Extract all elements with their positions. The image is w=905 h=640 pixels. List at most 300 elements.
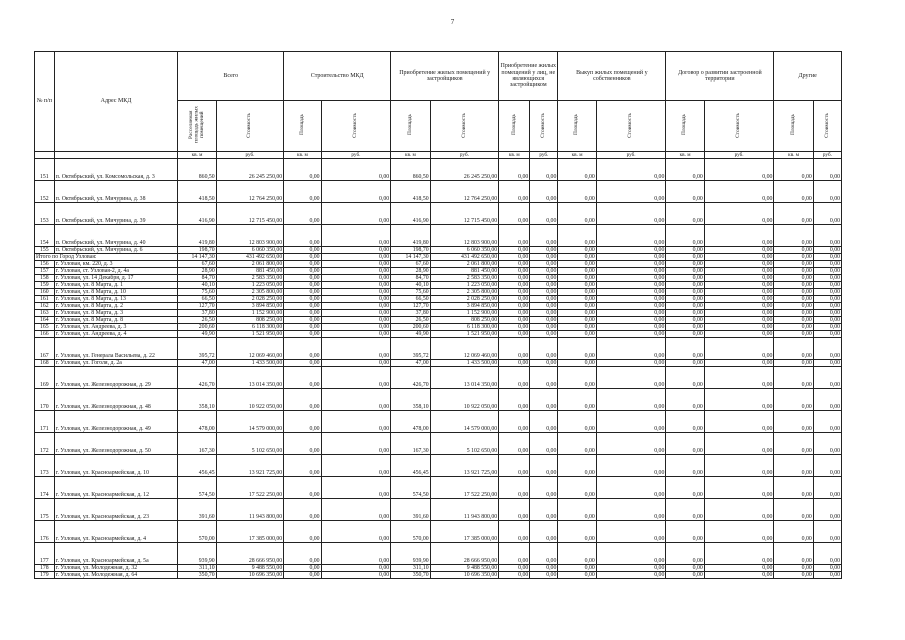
unit-cell: руб. xyxy=(704,152,774,159)
cost-cell: 13 921 725,00 xyxy=(216,455,284,477)
area-cell: 0,00 xyxy=(666,565,704,572)
cost-cell: 0,00 xyxy=(704,499,774,521)
cost-cell: 0,00 xyxy=(321,317,391,324)
cost-cell: 0,00 xyxy=(530,261,558,268)
area-cell: 0,00 xyxy=(666,543,704,565)
area-cell: 416,90 xyxy=(178,203,216,225)
area-cell: 0,00 xyxy=(774,225,813,247)
area-cell: 939,90 xyxy=(178,543,216,565)
row-number: 176 xyxy=(35,521,55,543)
area-cell: 419,80 xyxy=(391,225,430,247)
cost-cell: 12 803 900,00 xyxy=(216,225,284,247)
cost-cell: 6 118 300,00 xyxy=(216,324,284,331)
cost-cell: 0,00 xyxy=(530,268,558,275)
cost-cell: 2 305 800,00 xyxy=(216,289,284,296)
cost-cell: 0,00 xyxy=(530,360,558,367)
row-number: 156 xyxy=(35,261,55,268)
resettlement-table xyxy=(34,51,842,579)
cost-cell: 0,00 xyxy=(704,360,774,367)
header-group-other: Другие xyxy=(774,52,842,101)
cost-cell: 0,00 xyxy=(704,261,774,268)
row-address: п. Октябрьский, ул. Мичурина, д. 39 xyxy=(54,203,178,225)
cost-cell: 0,00 xyxy=(813,331,841,338)
area-cell: 311,10 xyxy=(391,565,430,572)
header-sub-area-total: Расселяемая площадь жилых помещений xyxy=(178,101,216,152)
area-cell: 198,70 xyxy=(178,247,216,254)
cost-cell: 0,00 xyxy=(813,317,841,324)
cost-cell: 1 223 050,00 xyxy=(216,282,284,289)
cost-cell: 0,00 xyxy=(596,275,666,282)
cost-cell: 0,00 xyxy=(530,543,558,565)
area-cell: 0,00 xyxy=(774,499,813,521)
cost-cell: 0,00 xyxy=(596,433,666,455)
cost-cell: 0,00 xyxy=(530,310,558,317)
area-cell: 0,00 xyxy=(558,338,596,360)
area-cell: 0,00 xyxy=(666,389,704,411)
row-address: г. Узловая, ул. 8 Марта, д. 1 xyxy=(54,282,178,289)
area-cell: 395,72 xyxy=(178,338,216,360)
row-number: 175 xyxy=(35,499,55,521)
cost-cell: 0,00 xyxy=(530,521,558,543)
area-cell: 0,00 xyxy=(284,181,321,203)
table-row xyxy=(35,181,842,203)
cost-cell: 14 579 000,00 xyxy=(216,411,284,433)
area-cell: 358,10 xyxy=(178,389,216,411)
cost-cell: 6 060 350,00 xyxy=(430,247,499,254)
cost-cell: 0,00 xyxy=(321,331,391,338)
row-number: 168 xyxy=(35,360,55,367)
cost-cell: 0,00 xyxy=(321,203,391,225)
area-cell: 478,00 xyxy=(178,411,216,433)
cost-cell: 0,00 xyxy=(704,159,774,181)
cost-cell: 1 521 950,00 xyxy=(216,331,284,338)
table-row xyxy=(35,310,842,317)
cost-cell: 0,00 xyxy=(704,572,774,579)
area-cell: 0,00 xyxy=(666,181,704,203)
area-cell: 418,50 xyxy=(391,181,430,203)
row-number: 170 xyxy=(35,389,55,411)
cost-cell: 2 028 250,00 xyxy=(430,296,499,303)
area-cell: 0,00 xyxy=(666,367,704,389)
area-cell: 0,00 xyxy=(284,296,321,303)
area-cell: 0,00 xyxy=(499,275,530,282)
area-cell: 0,00 xyxy=(774,565,813,572)
area-cell: 0,00 xyxy=(774,367,813,389)
cost-cell: 0,00 xyxy=(596,338,666,360)
area-cell: 127,70 xyxy=(391,303,430,310)
area-cell: 0,00 xyxy=(499,261,530,268)
cost-cell: 0,00 xyxy=(596,254,666,261)
cost-cell: 11 943 800,00 xyxy=(216,499,284,521)
area-cell: 350,70 xyxy=(391,572,430,579)
area-cell: 127,70 xyxy=(178,303,216,310)
area-cell: 0,00 xyxy=(558,572,596,579)
area-cell: 0,00 xyxy=(499,572,530,579)
cost-cell: 0,00 xyxy=(596,360,666,367)
area-cell: 0,00 xyxy=(558,433,596,455)
cost-cell: 0,00 xyxy=(813,572,841,579)
unit-cell: руб. xyxy=(216,152,284,159)
area-cell: 570,00 xyxy=(391,521,430,543)
area-cell: 0,00 xyxy=(774,331,813,338)
area-cell: 47,00 xyxy=(391,360,430,367)
area-cell: 14 147,30 xyxy=(391,254,430,261)
area-cell: 0,00 xyxy=(284,303,321,310)
area-cell: 0,00 xyxy=(558,455,596,477)
area-cell: 0,00 xyxy=(666,499,704,521)
area-cell: 75,60 xyxy=(178,289,216,296)
area-cell: 66,50 xyxy=(391,296,430,303)
row-number: 160 xyxy=(35,289,55,296)
row-address: п. Октябрьский, ул. Мичурина, д. 40 xyxy=(54,225,178,247)
area-cell: 0,00 xyxy=(499,543,530,565)
unit-cell: кв. м xyxy=(499,152,530,159)
area-cell: 391,60 xyxy=(391,499,430,521)
header-sub-cost: Стоимость xyxy=(321,101,391,152)
row-number: 177 xyxy=(35,543,55,565)
row-address: г. Узловая, ул. Красноармейская, д. 12 xyxy=(54,477,178,499)
area-cell: 0,00 xyxy=(284,521,321,543)
cost-cell: 0,00 xyxy=(321,310,391,317)
cost-cell: 13 014 350,00 xyxy=(216,367,284,389)
cost-cell: 0,00 xyxy=(596,289,666,296)
header-group-construction: Строительство МКД xyxy=(284,52,391,101)
cost-cell: 0,00 xyxy=(704,268,774,275)
cost-cell: 0,00 xyxy=(321,289,391,296)
row-number: 171 xyxy=(35,411,55,433)
row-address: г. Узловая, ул. 14 Декабря, д. 17 xyxy=(54,275,178,282)
area-cell: 0,00 xyxy=(558,324,596,331)
cost-cell: 0,00 xyxy=(813,289,841,296)
area-cell: 358,10 xyxy=(391,389,430,411)
table-row xyxy=(35,247,842,254)
area-cell: 0,00 xyxy=(499,317,530,324)
table-row xyxy=(35,275,842,282)
area-cell: 14 147,30 xyxy=(178,254,216,261)
table-row xyxy=(35,289,842,296)
cost-cell: 0,00 xyxy=(530,275,558,282)
area-cell: 0,00 xyxy=(499,411,530,433)
cost-cell: 0,00 xyxy=(596,331,666,338)
cost-cell: 0,00 xyxy=(813,324,841,331)
cost-cell: 0,00 xyxy=(596,543,666,565)
area-cell: 0,00 xyxy=(774,181,813,203)
cost-cell: 0,00 xyxy=(813,360,841,367)
cost-cell: 0,00 xyxy=(596,225,666,247)
area-cell: 419,80 xyxy=(178,225,216,247)
cost-cell: 2 583 350,00 xyxy=(216,275,284,282)
area-cell: 28,90 xyxy=(391,268,430,275)
cost-cell: 9 488 550,00 xyxy=(430,565,499,572)
unit-cell: руб. xyxy=(813,152,841,159)
cost-cell: 0,00 xyxy=(596,303,666,310)
area-cell: 0,00 xyxy=(499,565,530,572)
area-cell: 47,00 xyxy=(178,360,216,367)
area-cell: 0,00 xyxy=(774,282,813,289)
cost-cell: 0,00 xyxy=(704,389,774,411)
cost-cell: 0,00 xyxy=(704,543,774,565)
area-cell: 198,70 xyxy=(391,247,430,254)
cost-cell: 3 894 850,00 xyxy=(216,303,284,310)
area-cell: 84,70 xyxy=(178,275,216,282)
area-cell: 0,00 xyxy=(558,254,596,261)
table-row xyxy=(35,565,842,572)
cost-cell: 0,00 xyxy=(530,289,558,296)
cost-cell: 0,00 xyxy=(813,411,841,433)
area-cell: 0,00 xyxy=(774,338,813,360)
cost-cell: 0,00 xyxy=(321,159,391,181)
header-address: Адрес МКД xyxy=(54,52,178,152)
row-number: 163 xyxy=(35,310,55,317)
cost-cell: 6 060 350,00 xyxy=(216,247,284,254)
area-cell: 0,00 xyxy=(774,310,813,317)
area-cell: 0,00 xyxy=(499,360,530,367)
area-cell: 0,00 xyxy=(558,268,596,275)
cost-cell: 0,00 xyxy=(813,275,841,282)
area-cell: 0,00 xyxy=(774,203,813,225)
area-cell: 0,00 xyxy=(499,181,530,203)
cost-cell: 26 245 250,00 xyxy=(216,159,284,181)
cost-cell: 0,00 xyxy=(704,317,774,324)
area-cell: 0,00 xyxy=(284,254,321,261)
area-cell: 860,50 xyxy=(391,159,430,181)
area-cell: 0,00 xyxy=(284,275,321,282)
cost-cell: 0,00 xyxy=(321,367,391,389)
area-cell: 0,00 xyxy=(774,543,813,565)
area-cell: 478,00 xyxy=(391,411,430,433)
area-cell: 0,00 xyxy=(666,317,704,324)
cost-cell: 2 061 800,00 xyxy=(430,261,499,268)
cost-cell: 0,00 xyxy=(704,254,774,261)
cost-cell: 431 492 650,00 xyxy=(430,254,499,261)
area-cell: 0,00 xyxy=(774,303,813,310)
row-address: г. Узловая, ул. 8 Марта, д. 8 xyxy=(54,317,178,324)
cost-cell: 0,00 xyxy=(596,181,666,203)
row-address: г. Узловая, ул. Андреева, д. 4 xyxy=(54,331,178,338)
area-cell: 0,00 xyxy=(774,477,813,499)
area-cell: 0,00 xyxy=(284,367,321,389)
row-address: г. Узловая, ул. Железнодорожная, д. 29 xyxy=(54,367,178,389)
cost-cell: 0,00 xyxy=(813,225,841,247)
row-number: 165 xyxy=(35,324,55,331)
area-cell: 570,00 xyxy=(178,521,216,543)
row-address: г. Узловая, ул. 8 Марта, д. 3 xyxy=(54,310,178,317)
area-cell: 0,00 xyxy=(666,360,704,367)
area-cell: 0,00 xyxy=(774,324,813,331)
row-number: 158 xyxy=(35,275,55,282)
area-cell: 426,70 xyxy=(178,367,216,389)
area-cell: 28,90 xyxy=(178,268,216,275)
area-cell: 0,00 xyxy=(774,247,813,254)
cost-cell: 0,00 xyxy=(596,159,666,181)
area-cell: 0,00 xyxy=(284,565,321,572)
unit-cell: руб. xyxy=(530,152,558,159)
area-cell: 0,00 xyxy=(666,310,704,317)
area-cell: 0,00 xyxy=(284,282,321,289)
cost-cell: 0,00 xyxy=(530,324,558,331)
area-cell: 0,00 xyxy=(499,338,530,360)
cost-cell: 0,00 xyxy=(813,282,841,289)
cost-cell: 0,00 xyxy=(704,296,774,303)
area-cell: 0,00 xyxy=(666,455,704,477)
cost-cell: 12 715 450,00 xyxy=(430,203,499,225)
area-cell: 0,00 xyxy=(284,455,321,477)
area-cell: 200,60 xyxy=(391,324,430,331)
cost-cell: 0,00 xyxy=(596,310,666,317)
cost-cell: 6 118 300,00 xyxy=(430,324,499,331)
cost-cell: 0,00 xyxy=(596,389,666,411)
area-cell: 0,00 xyxy=(666,296,704,303)
row-number: 173 xyxy=(35,455,55,477)
cost-cell: 0,00 xyxy=(321,181,391,203)
area-cell: 0,00 xyxy=(666,324,704,331)
cost-cell: 0,00 xyxy=(813,296,841,303)
cost-cell: 0,00 xyxy=(530,303,558,310)
header-sub-area: Площадь xyxy=(499,101,530,152)
total-row xyxy=(35,254,842,261)
cost-cell: 0,00 xyxy=(530,389,558,411)
area-cell: 0,00 xyxy=(284,572,321,579)
header-sub-area: Площадь xyxy=(774,101,813,152)
area-cell: 0,00 xyxy=(666,254,704,261)
row-number: 152 xyxy=(35,181,55,203)
area-cell: 0,00 xyxy=(284,477,321,499)
area-cell: 0,00 xyxy=(666,477,704,499)
cost-cell: 0,00 xyxy=(596,572,666,579)
cost-cell: 0,00 xyxy=(530,181,558,203)
area-cell: 0,00 xyxy=(558,521,596,543)
area-cell: 67,60 xyxy=(178,261,216,268)
unit-cell: кв. м xyxy=(666,152,704,159)
cost-cell: 0,00 xyxy=(321,247,391,254)
cost-cell: 11 943 800,00 xyxy=(430,499,499,521)
cost-cell: 0,00 xyxy=(530,565,558,572)
area-cell: 0,00 xyxy=(499,455,530,477)
table-row xyxy=(35,203,842,225)
cost-cell: 0,00 xyxy=(321,360,391,367)
cost-cell: 0,00 xyxy=(704,181,774,203)
area-cell: 0,00 xyxy=(284,317,321,324)
area-cell: 0,00 xyxy=(666,411,704,433)
cost-cell: 10 922 050,00 xyxy=(216,389,284,411)
area-cell: 0,00 xyxy=(666,303,704,310)
area-cell: 0,00 xyxy=(499,521,530,543)
cost-cell: 0,00 xyxy=(530,331,558,338)
area-cell: 0,00 xyxy=(666,572,704,579)
cost-cell: 0,00 xyxy=(596,282,666,289)
area-cell: 49,90 xyxy=(178,331,216,338)
area-cell: 0,00 xyxy=(774,360,813,367)
cost-cell: 10 696 350,00 xyxy=(216,572,284,579)
cost-cell: 0,00 xyxy=(704,565,774,572)
cost-cell: 0,00 xyxy=(704,331,774,338)
cost-cell: 2 305 800,00 xyxy=(430,289,499,296)
cost-cell: 3 894 850,00 xyxy=(430,303,499,310)
area-cell: 0,00 xyxy=(284,324,321,331)
cost-cell: 1 152 900,00 xyxy=(216,310,284,317)
cost-cell: 0,00 xyxy=(704,338,774,360)
cost-cell: 0,00 xyxy=(596,499,666,521)
area-cell: 0,00 xyxy=(558,331,596,338)
cost-cell: 0,00 xyxy=(530,247,558,254)
cost-cell: 0,00 xyxy=(321,543,391,565)
area-cell: 0,00 xyxy=(774,261,813,268)
area-cell: 0,00 xyxy=(558,477,596,499)
area-cell: 0,00 xyxy=(284,268,321,275)
cost-cell: 0,00 xyxy=(813,303,841,310)
area-cell: 0,00 xyxy=(774,572,813,579)
cost-cell: 1 433 500,00 xyxy=(430,360,499,367)
area-cell: 0,00 xyxy=(666,261,704,268)
cost-cell: 1 521 950,00 xyxy=(430,331,499,338)
area-cell: 0,00 xyxy=(499,367,530,389)
area-cell: 0,00 xyxy=(774,289,813,296)
header-group-total: Всего xyxy=(178,52,284,101)
cost-cell: 0,00 xyxy=(321,389,391,411)
row-number: 178 xyxy=(35,565,55,572)
area-cell: 426,70 xyxy=(391,367,430,389)
area-cell: 0,00 xyxy=(666,521,704,543)
row-number: 166 xyxy=(35,331,55,338)
area-cell: 0,00 xyxy=(284,289,321,296)
cost-cell: 14 579 000,00 xyxy=(430,411,499,433)
cost-cell: 2 583 350,00 xyxy=(430,275,499,282)
cost-cell: 0,00 xyxy=(530,499,558,521)
area-cell: 75,60 xyxy=(391,289,430,296)
area-cell: 0,00 xyxy=(666,338,704,360)
cost-cell: 881 450,00 xyxy=(430,268,499,275)
row-number: 157 xyxy=(35,268,55,275)
area-cell: 0,00 xyxy=(284,159,321,181)
header-group-territory: Договор о развитии застроенной территории xyxy=(666,52,774,101)
table-row xyxy=(35,543,842,565)
area-cell: 0,00 xyxy=(284,360,321,367)
header-group-developer: Приобретение жилых помещений у застройщиков xyxy=(391,52,499,101)
row-address: г. Узловая, ул. Железнодорожная, д. 48 xyxy=(54,389,178,411)
area-cell: 0,00 xyxy=(774,411,813,433)
header-sub-cost-total: Стоимость xyxy=(216,101,284,152)
header-sub-cost: Стоимость xyxy=(704,101,774,152)
header-sub-area: Площадь xyxy=(666,101,704,152)
area-cell: 0,00 xyxy=(284,331,321,338)
cost-cell: 0,00 xyxy=(813,159,841,181)
area-cell: 26,50 xyxy=(178,317,216,324)
table-row xyxy=(35,296,842,303)
area-cell: 0,00 xyxy=(666,433,704,455)
area-cell: 311,10 xyxy=(178,565,216,572)
row-address: г. Узловая, ст. Узловая-2, д. 4а xyxy=(54,268,178,275)
cost-cell: 0,00 xyxy=(321,521,391,543)
area-cell: 0,00 xyxy=(499,282,530,289)
cost-cell: 0,00 xyxy=(704,225,774,247)
row-address: г. Узловая, ул. Красноармейская, д. 23 xyxy=(54,499,178,521)
cost-cell: 0,00 xyxy=(530,433,558,455)
row-number: 155 xyxy=(35,247,55,254)
cost-cell: 0,00 xyxy=(813,203,841,225)
area-cell: 0,00 xyxy=(558,360,596,367)
cost-cell: 0,00 xyxy=(704,324,774,331)
cost-cell: 0,00 xyxy=(813,543,841,565)
area-cell: 0,00 xyxy=(666,203,704,225)
cost-cell: 12 764 250,00 xyxy=(216,181,284,203)
table-row xyxy=(35,268,842,275)
table-row xyxy=(35,367,842,389)
header-sub-area: Площадь xyxy=(284,101,321,152)
area-cell: 0,00 xyxy=(666,159,704,181)
cost-cell: 0,00 xyxy=(321,268,391,275)
page-number: 7 xyxy=(450,18,455,26)
header-sub-area: Площадь xyxy=(558,101,596,152)
